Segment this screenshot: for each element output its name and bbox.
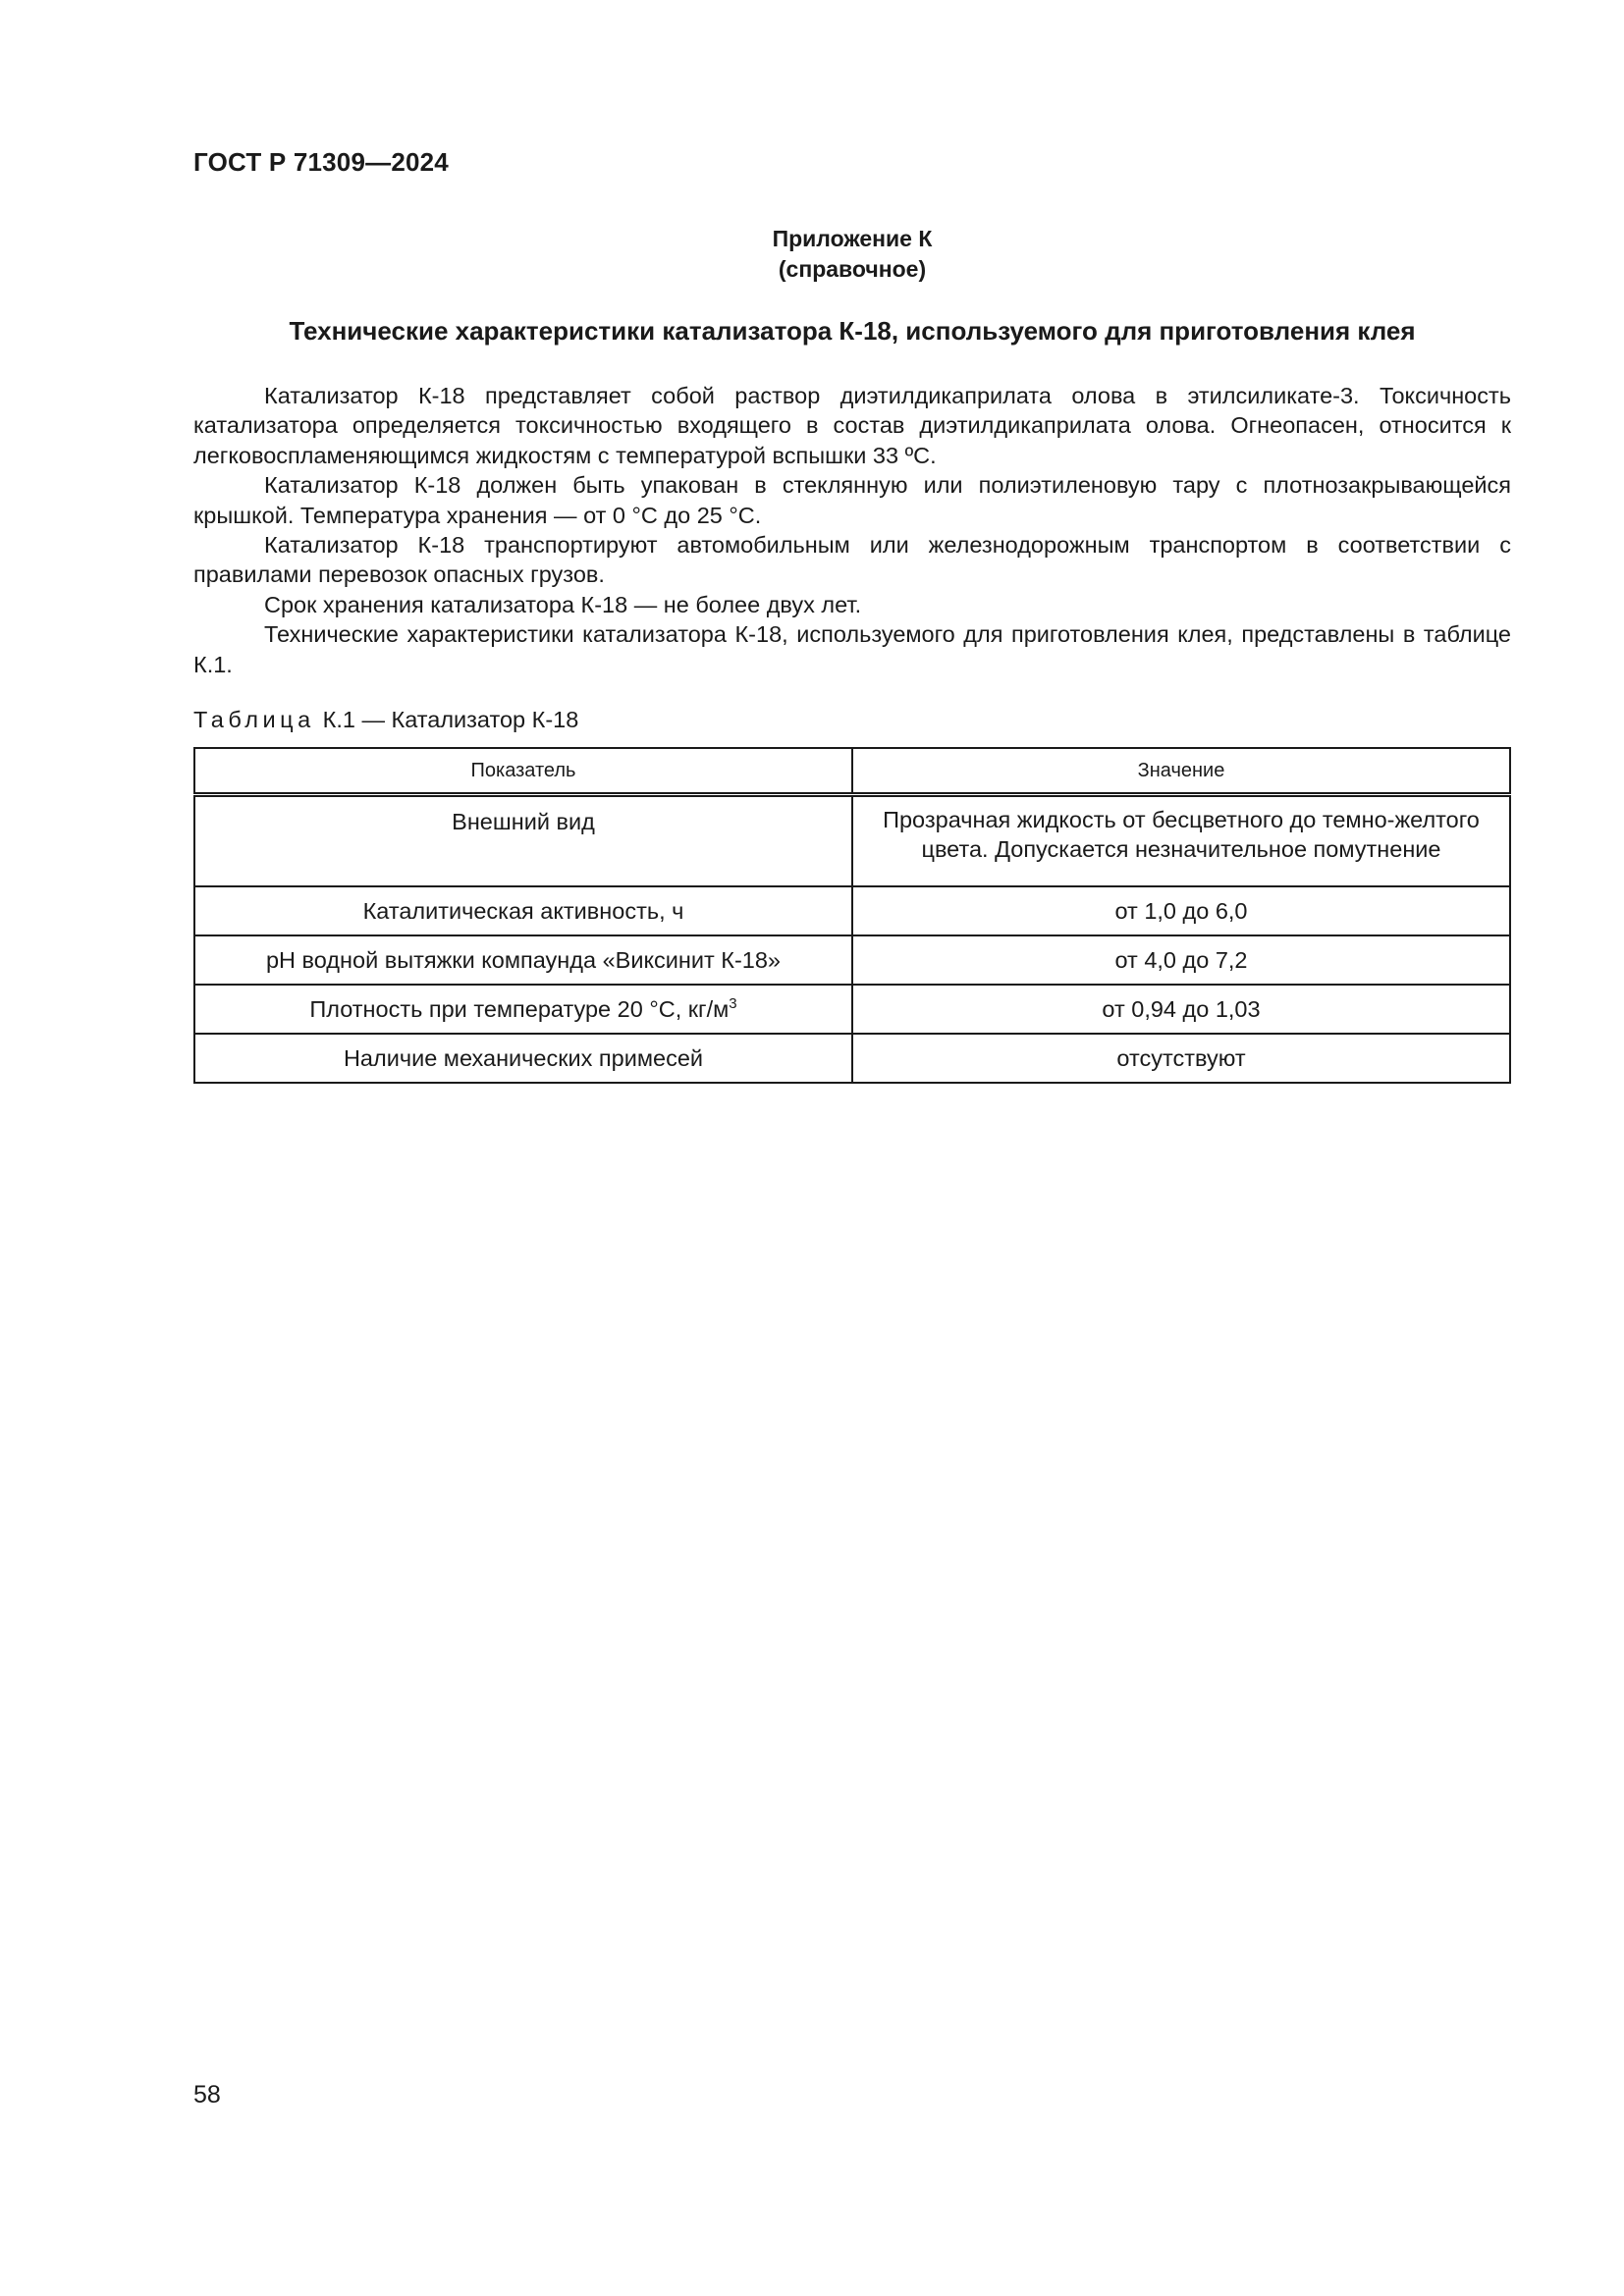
cell-value: Прозрачная жидкость от бесцветного до темно-желтого цвета. Допускается незначительное помутнение bbox=[852, 795, 1510, 887]
cell-indicator: Наличие механических примесей bbox=[194, 1034, 852, 1083]
cell-value: от 0,94 до 1,03 bbox=[852, 985, 1510, 1034]
table-row bbox=[194, 985, 1510, 1034]
document-title: Технические характеристики катализатора К-18, используемого для приготовления клея bbox=[289, 316, 1416, 346]
paragraph: Срок хранения катализатора К-18 — не более двух лет. bbox=[264, 591, 862, 617]
page-number: 58 bbox=[193, 2081, 221, 2109]
paragraph: Технические характеристики катализатора К-18, используемого для приготовления клея, представлены в таблице К.1. bbox=[193, 621, 1511, 677]
header-value: Значение bbox=[852, 748, 1510, 795]
cell-indicator: Внешний вид bbox=[194, 795, 852, 887]
annex-heading bbox=[193, 224, 1511, 285]
superscript: 3 bbox=[729, 994, 737, 1012]
cell-indicator: Каталитическая активность, ч bbox=[194, 886, 852, 935]
annex-type: (справочное) bbox=[778, 256, 927, 282]
table-header-row bbox=[194, 748, 1510, 795]
table-caption-label: Таблица bbox=[193, 707, 315, 732]
table-row bbox=[194, 795, 1510, 887]
table-row bbox=[194, 935, 1510, 985]
annex-title: Приложение К bbox=[772, 226, 933, 251]
cell-value: от 1,0 до 6,0 bbox=[852, 886, 1510, 935]
document-code: ГОСТ Р 71309—2024 bbox=[193, 147, 449, 177]
table-caption bbox=[193, 707, 578, 733]
paragraph: Катализатор К-18 должен быть упакован в стеклянную или полиэтиленовую тару с плотнозакрывающейся крышкой. Температура хранения — от 0 °С до 25 °С. bbox=[193, 472, 1511, 528]
cell-value: отсутствуют bbox=[852, 1034, 1510, 1083]
body-text bbox=[193, 381, 1511, 679]
data-table bbox=[193, 747, 1511, 1084]
cell-indicator: рН водной вытяжки компаунда «Виксинит К-18» bbox=[194, 935, 852, 985]
cell-indicator bbox=[194, 985, 852, 1034]
cell-indicator-text: Плотность при температуре 20 °С, кг/м bbox=[309, 995, 730, 1022]
paragraph: Катализатор К-18 представляет собой раствор диэтилдикаприлата олова в этилсиликате-3. Токсичность катализатора определяется токсичностью входящего в состав диэтилдикаприлата олова. Огнеопасен, относится к легковоспламеняющимся жидкостям с температурой вспышки 33 ºC. bbox=[193, 383, 1511, 468]
cell-value: от 4,0 до 7,2 bbox=[852, 935, 1510, 985]
header-indicator: Показатель bbox=[194, 748, 852, 795]
table-caption-text: К.1 — Катализатор К-18 bbox=[322, 707, 579, 732]
table-row bbox=[194, 1034, 1510, 1083]
paragraph: Катализатор К-18 транспортируют автомобильным или железнодорожным транспортом в соответствии с правилами перевозок опасных грузов. bbox=[193, 532, 1511, 588]
table-row bbox=[194, 886, 1510, 935]
